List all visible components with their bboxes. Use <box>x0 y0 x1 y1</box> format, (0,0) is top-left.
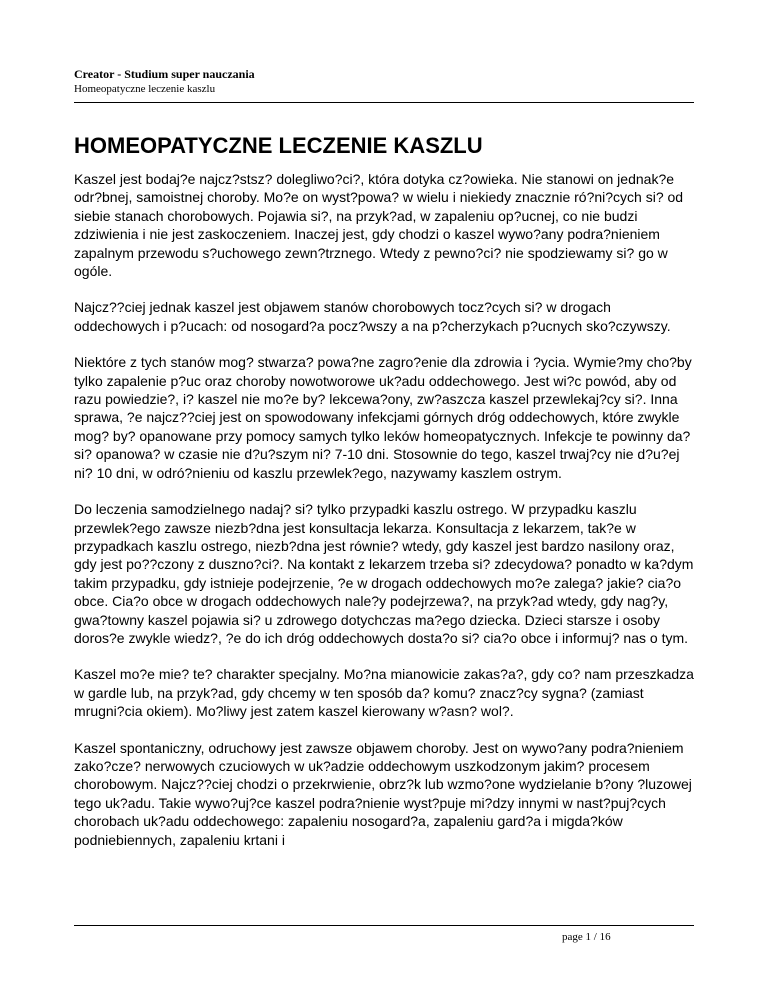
footer-divider <box>74 925 694 926</box>
paragraph-2: Najcz??ciej jednak kaszel jest objawem stanów chorobowych tocz?cych si? w drogach oddechowych i p?ucach: od nosogard?a pocz?wszy a na p?cherzykach p?ucnych sko?czywszy. <box>74 299 671 334</box>
paragraph-1: Kaszel jest bodaj?e najcz?stsz? dolegliwo?ci?, która dotyka cz?owieka. Nie stanowi on jednak?e odr?bnej, samoistnej choroby. Mo?e on wyst?powa? w wielu i niekiedy znacznie ró?ni?cych si? od siebie stanach chorobowych. Pojawia si?, na przyk?ad, w zapaleniu op?ucnej, co nie budzi zdziwienia i nie jest zaskoczeniem. Inaczej jest, gdy chodzi o kaszel wywo?any podra?nieniem zapalnym przewodu s?uchowego zewn?trznego. Wtedy z pewno?ci? nie spodziewamy si? go w ogóle. <box>74 171 684 280</box>
paragraph-5: Kaszel mo?e mie? te? charakter specjalny. Mo?na mianowicie zakas?a?, gdy co? nam przeszkadza w gardle lub, na przyk?ad, gdy chcemy w ten sposób da? komu? znacz?cy sygna? (zamiast mrugni?cia okiem). Mo?liwy jest zatem kaszel kierowany w?asn? wol?. <box>74 666 694 720</box>
paragraph-6: Kaszel spontaniczny, odruchowy jest zawsze objawem choroby. Jest on wywo?any podra?nieniem zako?cze? nerwowych czuciowych w uk?adzie oddechowym uszkodzonym jakim? procesem chorobowym. Najcz??ciej chodzi o przekrwienie, obrz?k lub wzmo?one wydzielanie b?ony ?luzowej tego uk?adu. Takie wywo?uj?ce kaszel podra?nienie wyst?puje mi?dzy innymi w nast?puj?cych chorobach uk?adu oddechowego: zapaleniu nosogard?a, zapaleniu gard?a i migda?ków podniebiennych, zapaleniu krtani i <box>74 739 692 848</box>
article-title: HOMEOPATYCZNE LECZENIE KASZLU <box>74 133 483 158</box>
paragraph-3: Niektóre z tych stanów mog? stwarza? powa?ne zagro?enie dla zdrowia i ?ycia. Wymie?my cho?by tylko zapalenie p?uc oraz choroby nowotworowe uk?adu oddechowego. Jest wi?c powód, aby od razu powiedzie?, i? kaszel nie mo?e by? lekcewa?ony, zw?aszcza kaszel przewlekaj?cy si?. Inna sprawa, ?e najcz??ciej jest on spowodowany infekcjami górnych dróg oddechowych, które zwykle mog? by? opanowane przy pomocy samych tylko leków homeopatycznych. Infekcje te powinny da? si? opanowa? w czasie nie d?u?szym ni? 7-10 dni. Stosownie do tego, kaszel trwaj?cy nie d?u?ej ni? 10 dni, w odró?nieniu od kaszlu przewlek?ego, nazywamy kaszlem ostrym. <box>74 354 692 481</box>
header-divider <box>74 102 694 103</box>
header-subtitle: Homeopatyczne leczenie kaszlu <box>74 83 216 95</box>
page-number: page 1 / 16 <box>562 931 611 943</box>
site-title: Creator - Studium super nauczania <box>74 67 255 81</box>
page-header <box>74 66 694 96</box>
paragraph-4: Do leczenia samodzielnego nadaj? si? tylko przypadki kaszlu ostrego. W przypadku kaszlu przewlek?ego zawsze niezb?dna jest konsultacja lekarza. Konsultacja z lekarzem, tak?e w przypadkach kaszlu ostrego, niezb?dna jest równie? wtedy, gdy kaszel jest bardzo nasilony oraz, gdy jest po??czony z duszno?ci?. Na kontakt z lekarzem trzeba si? zdecydowa? ponadto w ka?dym takim przypadku, gdy istnieje podejrzenie, ?e w drogach oddechowych mo?e zalega? jakie? cia?o obce. Cia?o obce w drogach oddechowych nale?y podejrzewa?, na przyk?ad wtedy, gdy nag?y, gwa?towny kaszel pojawia si? u zdrowego dotychczas ma?ego dziecka. Dzieci starsze i osoby doros?e zwykle wiedz?, ?e do ich dróg oddechowych dosta?o si? cia?o obce i informuj? nas o tym. <box>74 501 694 646</box>
article-body <box>74 132 694 867</box>
